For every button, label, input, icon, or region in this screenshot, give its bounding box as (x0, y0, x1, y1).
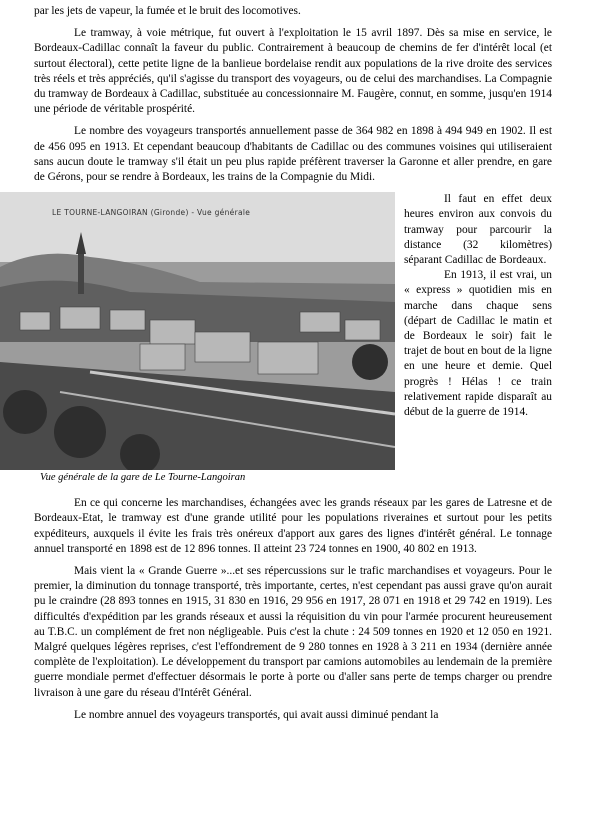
figure-caption: Vue générale de la gare de Le Tourne-Langoiran (40, 472, 246, 484)
paragraph-tramway-opening: Le tramway, à voie métrique, fut ouvert à l'exploitation le 15 avril 1897. Dès sa mise en service, le Bordeaux-Cadillac connaît la faveur du public. Contrairement à beaucoup de chemins de fer d'intérêt local (et surtout électoral), cette petite ligne de la banlieue bordelaise rendit aux populations de la rive droite des services très réels et très appréciés, qu'il s'agisse du transport des voyageurs, ou de celui des marchandises. La Compagnie du tramway de Bordeaux à Cadillac, substituée au concessionnaire M. Faugère, connut, en somme, jusqu'en 1914 une période de véritable prospérité. (34, 27, 552, 116)
side-column (404, 192, 552, 420)
station-figure (0, 192, 429, 486)
paragraph-freight: En ce qui concerne les marchandises, échangées avec les grands réseaux par les gares de Latresne et de Bordeaux-Etat, le tramway est d'une grande utilité pour les populations riveraines et surtout pour les petits expéditeurs, auxquels il évite les frais très onéreux d'apport aux gares des lignes d'intérêt général. Le tonnage annuel transporté en 1898 est de 12 896 tonnes. Il atteint 23 724 tonnes en 1900, 40 802 en 1913. (34, 497, 552, 555)
figure-section (34, 192, 552, 489)
paragraph-passenger-numbers: Le nombre des voyageurs transportés annuellement passe de 364 982 en 1898 à 494 949 en 1902. Il est de 456 095 en 1913. Et cependant beaucoup d'habitants de Cadillac ou des communes voisines qui utiliseraient sans aucun doute le tramway s'il était un peu plus rapide préfèrent traverser la Garonne et aller prendre, en gare de Gérons, pour se rendre à Bordeaux, les trains de la Compagnie du Midi. (34, 125, 552, 184)
paragraph-intro-fragment: par les jets de vapeur, la fumée et le bruit des locomotives. (34, 5, 301, 17)
station-photo (0, 192, 395, 470)
paragraph-express-train: En 1913, il est vrai, un « express » quotidien mis en marche dans chaque sens (départ de Cadillac le matin et de Bordeaux le soir) fait le trajet de bout en bout de la ligne en une heure et demie. Quel progrès ! Hélas ! ce train relativement rapide disparaît au début de la guerre de 1914. (404, 269, 552, 419)
photo-print-title: LE TOURNE-LANGOIRAN (Gironde) - Vue générale (52, 208, 251, 218)
paragraph-passengers-decline: Le nombre annuel des voyageurs transportés, qui avait aussi diminué pendant la (74, 708, 439, 721)
document-page (34, 4, 552, 730)
paragraph-travel-time: Il faut en effet deux heures environ aux convois du tramway pour parcourir la distance (32 kilomètres) séparant Cadillac de Bordeaux. (404, 193, 552, 267)
paragraph-great-war: Mais vient la « Grande Guerre »...et ses répercussions sur le trafic marchandises et voyageurs. Pour le premier, la diminution du tonnage transporté, très importante, certes, n'est cependant pas aussi grave qu'on aurait pu le craindre (28 893 tonnes en 1915, 31 830 en 1916, 29 956 en 1917, 28 071 en 1918 et 29 742 en 1919). Les difficultés d'expédition par les grands réseaux et aussi la réquisition du vin pour l'armée procurent heureusement au T.B.C. un complément de fret non négligeable. Puis c'est la chute : 24 509 tonnes en 1920 et 12 050 en 1921. Malgré quelques légères reprises, c'est l'effondrement de 9 280 tonnes en 1928 à 3 211 en 1934 (dernière année complète de l'exploitation). Le développement du transport par camions automobiles au lendemain de la première guerre mondiale permet d'effectuer désormais le porte à porte ou d'aller sans perte de temps charger ou prendre livraison à une gare du réseau d'Intérêt Général. (34, 565, 552, 699)
